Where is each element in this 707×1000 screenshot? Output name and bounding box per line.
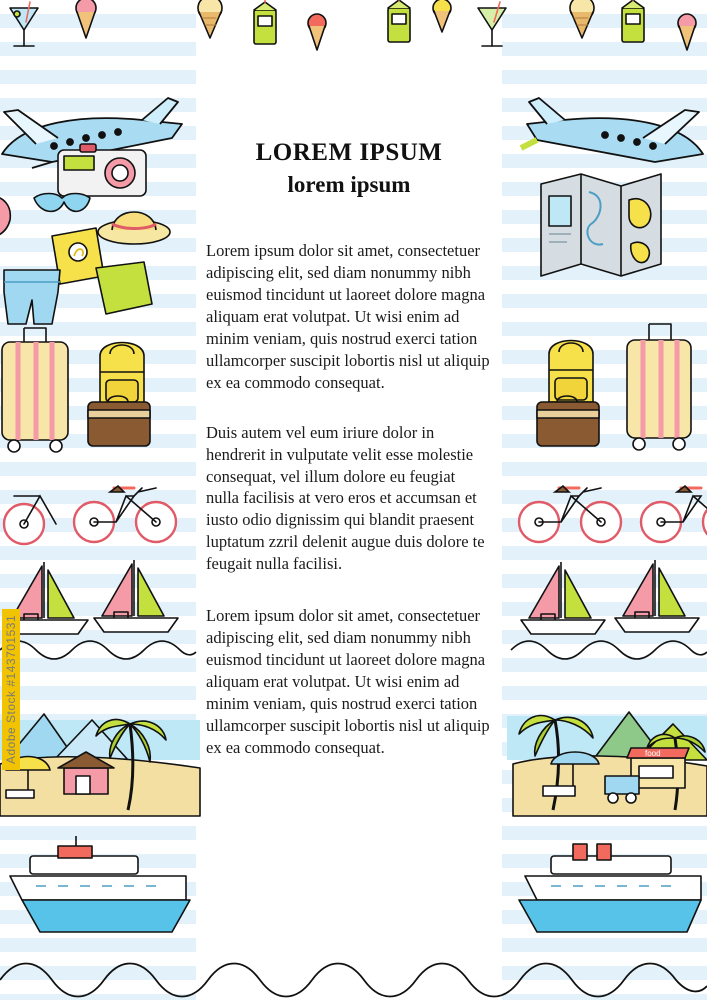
folded-map-icon xyxy=(537,170,697,290)
page-subtitle: lorem ipsum xyxy=(287,171,411,197)
backpack-icon xyxy=(100,343,144,405)
right-luggage-group xyxy=(511,312,707,462)
left-luggage-group xyxy=(0,312,196,462)
sailboat-icon xyxy=(615,560,699,632)
ice-cream-cone-icon xyxy=(678,14,696,50)
wave-icon-left-mid xyxy=(0,636,196,660)
tropical-beach-icon-left xyxy=(0,690,200,830)
airplane-icon-right xyxy=(513,62,707,172)
sailboat-icon xyxy=(521,562,605,634)
juice-carton-icon xyxy=(622,0,644,42)
ice-cream-waffle-icon xyxy=(570,0,594,38)
photo-camera-icon xyxy=(58,144,146,196)
backpack-icon xyxy=(549,341,593,403)
text-column xyxy=(206,0,492,1000)
suitcase-icon xyxy=(537,396,599,446)
tropical-beach-icon-right xyxy=(497,690,707,830)
body-paragraph-2: Duis autem vel eum iriure dolor in hendrerit in vulputate velit esse molestie consequat, vel illum dolore eu feugiat nulla facilisis at vero eros et accumsan et iusto odio dignissim qui blandit praesent luptatum zzril delenit augue duis dolore te feugait nulla facilisi. xyxy=(206,422,485,574)
bicycle-icon xyxy=(4,496,56,544)
cocktail-icon xyxy=(10,2,38,46)
page-title: LOREM IPSUM xyxy=(255,139,443,166)
cruise-ship-icon-left xyxy=(0,846,196,956)
beach-towel-icon xyxy=(96,262,152,314)
sailboat-icon xyxy=(94,560,178,632)
svg-text:food: food xyxy=(645,749,661,758)
body-paragraph-3: Lorem ipsum dolor sit amet, consectetuer adipiscing elit, sed diam nonummy nibh euismod tincidunt ut laoreet dolore magna aliquam erat volutpat. Ut wisi enim ad minim veniam, quis nostrud exerci tation ullamcorper suscipit lobortis nisl ut aliquip ex ea commodo consequat. xyxy=(206,606,490,757)
suitcase-icon xyxy=(88,396,150,446)
left-bicycle-group xyxy=(0,462,196,552)
right-bicycle-group xyxy=(511,462,707,552)
bicycle-icon xyxy=(74,486,176,542)
ice-cream-cone-icon xyxy=(76,0,96,38)
bicycle-icon xyxy=(519,486,621,542)
bicycle-icon xyxy=(641,486,707,542)
cruise-ship-icon-right xyxy=(511,846,707,956)
wave-icon-right-mid xyxy=(511,636,707,660)
stock-watermark: Adobe Stock #143701531 xyxy=(2,609,20,770)
suitcase-wheeled-icon xyxy=(2,328,68,452)
suitcase-wheeled-icon xyxy=(627,324,691,450)
body-paragraph-1: Lorem ipsum dolor sit amet, consectetuer adipiscing elit, sed diam nonummy nibh euismod tincidunt ut laoreet dolore magna aliquam erat volutpat. Ut wisi enim ad minim veniam, quis nostrud exerci tation ullamcorper suscipit lobortis nisl ut aliquip ex ea commodo consequat. xyxy=(206,241,490,392)
